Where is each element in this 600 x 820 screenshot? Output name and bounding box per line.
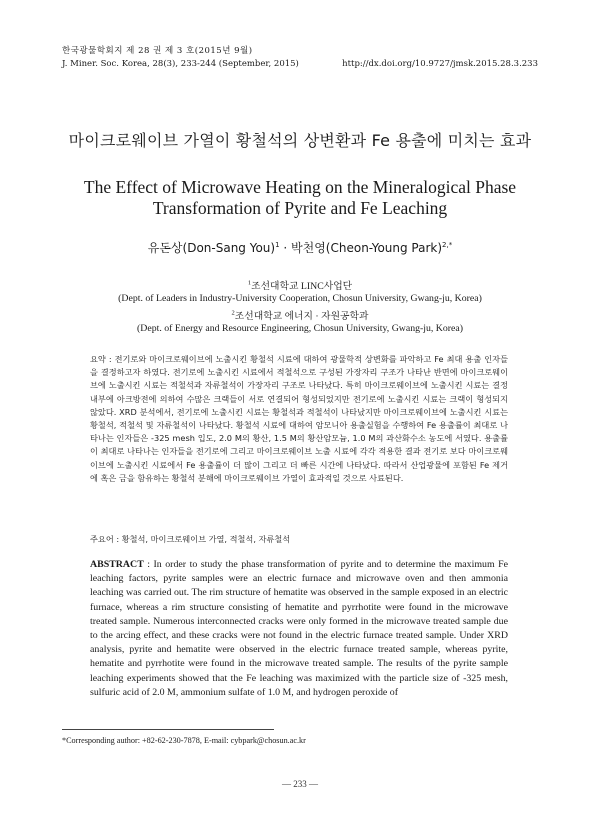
affiliation-en: (Dept. of Leaders in Industry-University Cooperation, Chosun University, Gwang-ju, Korea) [118, 293, 482, 304]
affil-name-ko: 조선대학교 에너지 · 자원공학과 [234, 311, 369, 322]
author-list [0, 239, 600, 256]
abstract-korean: 요약 : 전기로와 마이크로웨이브에 노출시킨 황철석 시료에 대하여 광물학적 상변화를 파악하고 Fe 최대 용출 인자들을 결정하고자 하였다. 전기로에 노출시킨 시료에서 적철석으로 구성된 가장자리 구조가 나타난 반면에 마이크로웨이브에 노출시킨 시료는 적철석과 자류철석이 가장자리 구조로 나타났다. 특히 마이크로웨이브에 노출시킨 시료는 결정 내부에 아크방전에 의하여 수많은 크랙들이 서로 연결되어 형성되었지만 전기로에 노출시킨 시료는 크랙이 형성되지 않았다. XRD 분석에서, 전기로에 노출시킨 시료는 황철석과 적철석이 나타났지만 마이크로웨이브에 노출시킨 시료는 황철석, 적철석 및 자류철석이 나타났다. 황철석 시료에 대하여 암모니아 용출실험을 수행하여 Fe 용출률이 최대로 나타나는 인자들은 -325 mesh 입도, 2.0 M의 황산, 1.5 M의 황산암모늄, 1.0 M의 과산화수소 농도에 서였다. 용출률이 최대로 나타나는 인자들을 전기로에 그리고 마이크로웨이브 노출 시료에 각각 적용한 결과 전기로 보다 마이크로웨이브에 노출시킨 시료에서 Fe 용출률이 더 많이 그리고 더 빠른 시간에 나타났다. 따라서 산업광물에 포함된 Fe 제거에 혹은 금을 함유하는 황철석 분해에 마이크로웨이브 가열이 효과적일 것으로 사료된다. [90, 354, 508, 483]
affil-sup: 2 [231, 309, 235, 317]
affil-name-ko: 조선대학교 LINC사업단 [251, 281, 353, 292]
journal-header-ko: 한국광물학회지 제 28 권 제 3 호(2015년 9월) [62, 46, 253, 56]
author-affil-sup: 1 [275, 241, 280, 249]
footnote-divider [62, 729, 274, 730]
doi-link[interactable]: http://dx.doi.org/10.9727/jmsk.2015.28.3.233 [342, 59, 538, 69]
title-korean: 마이크로웨이브 가열이 황철석의 상변환과 Fe 용출에 미치는 효과 [68, 131, 532, 150]
affiliation-en: (Dept. of Energy and Resource Engineering, Chosun University, Gwang-ju, Korea) [137, 323, 463, 334]
abstract-text: : In order to study the phase transformation of pyrite and to determine the maximum Fe leaching factors, pyrite samples were an electric furnace and microwave oven and then ammonia leaching was carried out. The rim structure of hematite was observed in the sample exposed in an electric furnace, whereas a rim structure consisting of hematite and pyrrhotite were found in the microwave treated sample. Numerous interconnected cracks were only formed in the microwave treated sample due to the arcing effect, and these cracks were not found in the electric furnace treated sample. Under XRD analysis, pyrite and hematite were observed in the electric furnace treated sample, whereas pyrite, hematite and pyrrhotite were found in the microwave treated sample. The results of the pyrite sample leaching experiments showed that the Fe leaching was maximized with the particle size of -325 mesh, sulfuric acid of 2.0 M, ammonium sulfate of 1.0 M, and hydrogen peroxide of [90, 559, 508, 698]
abstract-english [90, 558, 508, 700]
author-name: 박천영(Cheon-Young Park) [291, 241, 443, 255]
keywords-korean: 주요어 : 황철석, 마이크로웨이브 가열, 적철석, 자류철석 [90, 534, 291, 544]
affiliation-ko [0, 278, 600, 292]
journal-header-en: J. Miner. Soc. Korea, 28(3), 233-244 (September, 2015) [62, 59, 299, 69]
abstract-label: ABSTRACT [90, 559, 144, 570]
author-separator: · [279, 241, 292, 255]
affiliation-ko [0, 308, 600, 322]
affil-sup: 1 [247, 279, 252, 287]
corresponding-author-footnote: *Corresponding author: +82-62-230-7878, E-mail: cybpark@chosun.ac.kr [62, 736, 306, 745]
title-english: The Effect of Microwave Heating on the Mineralogical Phase Transformation of Pyrite and Fe Leaching [83, 177, 517, 218]
author-affil-sup: 2,* [442, 241, 453, 249]
author-name: 유돈상(Don-Sang You) [147, 241, 276, 255]
page-number: ― 233 ― [282, 779, 318, 789]
